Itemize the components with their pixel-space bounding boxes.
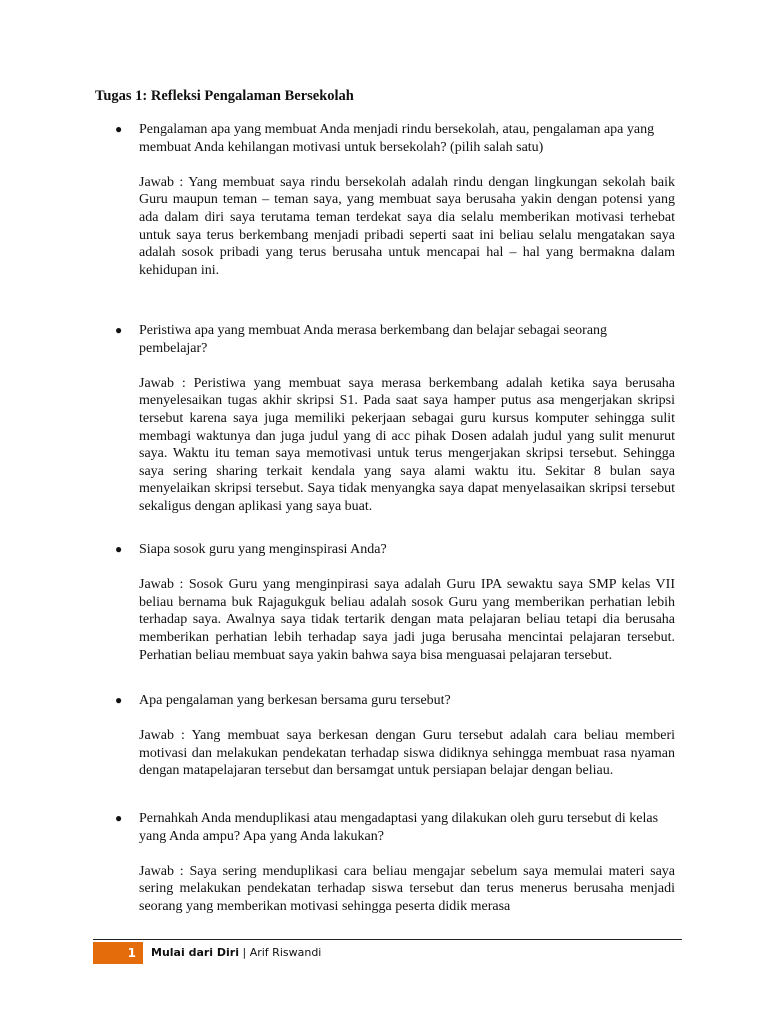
footer-title: Mulai dari Diri (151, 946, 239, 959)
footer-author: Arif Riswandi (249, 946, 322, 959)
question-text: Pernahkah Anda menduplikasi atau mengadaptasi yang dilakukan oleh guru tersebut di kelas yang Anda ampu? Apa yang Anda lakukan? (139, 811, 659, 844)
bullet-icon: ● (115, 811, 123, 825)
question-text: Siapa sosok guru yang menginspirasi Anda? (139, 542, 387, 557)
bullet-icon: ● (115, 122, 123, 136)
question-text: Peristiwa apa yang membuat Anda merasa berkembang dan belajar sebagai seorang pembelajar? (139, 323, 608, 356)
question-item-2 (115, 322, 675, 516)
answer-text: Jawab : Sosok Guru yang menginpirasi saya adalah Guru IPA sewaktu saya SMP kelas VII beliau bernama buk Rajagukguk beliau adalah sosok Guru yang memberikan perhatian lebih terhadap saya. Awalnya saya tidak tertarik dengan mata pelajaran beliau tetapi dia berusaha memberikan perhatian lebih terhadap saya jadi juga berusaha mencintai pelajaran tersebut. Perhatian beliau membuat saya yakin bahwa saya bisa menguasai pelajaran tersebut. (139, 577, 675, 663)
question-text: Apa pengalaman yang berkesan bersama guru tersebut? (139, 693, 451, 708)
footer-caption (151, 942, 321, 964)
answer-text: Jawab : Yang membuat saya rindu bersekolah adalah rindu dengan lingkungan sekolah baik Guru maupun teman – teman saya, yang membuat saya berusaha yakin dengan potensi yang ada dalam diri saya terutama teman terdekat saya dia selalu memberikan motivasi terhebat untuk saya terus berkembang menjadi pribadi seperti saat ini beliau selalu mengatakan saya adalah sosok pribadi yang terus berusaha untuk mencapai hal – hal yang bermakna dalam kehidupan ini. (139, 174, 675, 278)
question-item-1 (115, 121, 675, 279)
question-item-4 (115, 692, 675, 780)
footer-separator: | (239, 946, 250, 959)
answer-text: Jawab : Peristiwa yang membuat saya merasa berkembang adalah ketika saya berusaha menyelesaikan tugas akhir skripsi S1. Pada saat saya hamper putus asa mengerjakan skripsi tersebut karena saya juga memiliki pekerjaan sebagai guru kursus komputer sehingga sulit membagi waktunya dan juga judul yang di acc pihak Dosen adalah judul yang sulit menurut saya. Waktu itu teman saya memotivasi untuk terus mengerjakan skripsi tersebut. Sehingga saya sering sharing terkait kendala yang saya alami waktu itu. Sekitar 8 bulan saya menyelaikan skripsi tersebut. Saya tidak menyangka saya dapat menyelasaikan skripsi tersebut sekaligus dengan aplikasi yang saya buat. (139, 375, 675, 514)
bullet-icon: ● (115, 542, 123, 556)
question-text: Pengalaman apa yang membuat Anda menjadi rindu bersekolah, atau, pengalaman apa yang membuat Anda kehilangan motivasi untuk bersekolah? (pilih salah satu) (139, 122, 655, 155)
question-item-5 (115, 810, 675, 916)
page-number: 1 (93, 942, 143, 964)
question-item-3 (115, 541, 675, 664)
answer-text: Jawab : Yang membuat saya berkesan dengan Guru tersebut adalah cara beliau memberi motivasi dan melakukan pendekatan terhadap siswa didiknya sehingga membuat rasa nyaman dengan matapelajaran tersebut dan bersamgat untuk persiapan belajar dengan beliau. (139, 728, 675, 779)
bullet-icon: ● (115, 323, 123, 337)
document-title: Tugas 1: Refleksi Pengalaman Bersekolah (95, 88, 354, 104)
footer-divider (93, 939, 682, 940)
answer-text: Jawab : Saya sering menduplikasi cara beliau mengajar sebelum saya memulai materi saya sering melakukan pendekatan terhadap siswa tersebut dan terus menerus berusaha menjadi seorang yang memberikan motivasi sehingga peserta didik merasa (139, 863, 675, 914)
bullet-icon: ● (115, 693, 123, 707)
